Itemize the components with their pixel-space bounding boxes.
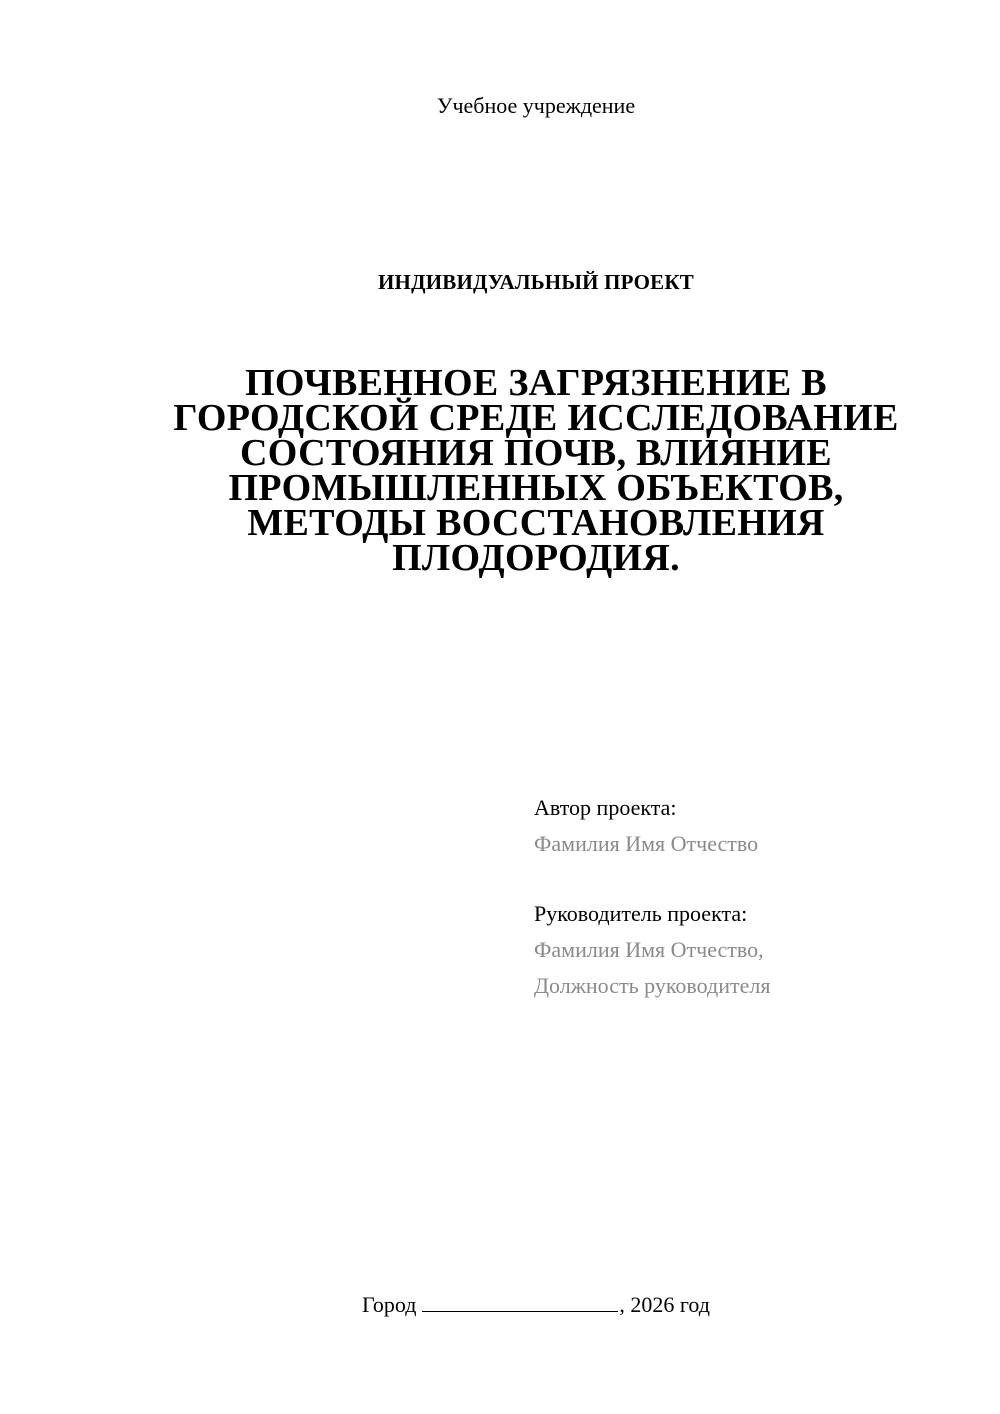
title-line: ПРОМЫШЛЕННЫХ ОБЪЕКТОВ, <box>228 467 844 509</box>
project-title <box>140 362 932 579</box>
footer-city-year <box>0 1290 1000 1320</box>
title-line: ГОРОДСКОЙ СРЕДЕ ИССЛЕДОВАНИЕ <box>173 397 899 439</box>
city-label: Город <box>362 1292 417 1317</box>
spacer <box>534 862 974 896</box>
author-name: Фамилия Имя Отчество <box>534 831 759 856</box>
project-type-heading: ИНДИВИДУАЛЬНЫЙ ПРОЕКТ <box>378 270 694 294</box>
city-blank-line <box>422 1291 618 1312</box>
supervisor-name: Фамилия Имя Отчество, <box>534 937 764 962</box>
title-line: СОСТОЯНИЯ ПОЧВ, ВЛИЯНИЕ <box>240 432 832 474</box>
credits-block <box>534 790 974 1004</box>
institution-name: Учебное учреждение <box>436 93 636 118</box>
year-label: , 2026 год <box>619 1292 710 1317</box>
supervisor-label: Руководитель проекта: <box>534 901 748 926</box>
author-label: Автор проекта: <box>534 795 677 820</box>
title-line: ПЛОДОРОДИЯ. <box>392 537 680 579</box>
title-line: МЕТОДЫ ВОССТАНОВЛЕНИЯ <box>247 502 825 544</box>
supervisor-position: Должность руководителя <box>534 973 771 998</box>
title-line: ПОЧВЕННОЕ ЗАГРЯЗНЕНИЕ В <box>245 362 827 404</box>
